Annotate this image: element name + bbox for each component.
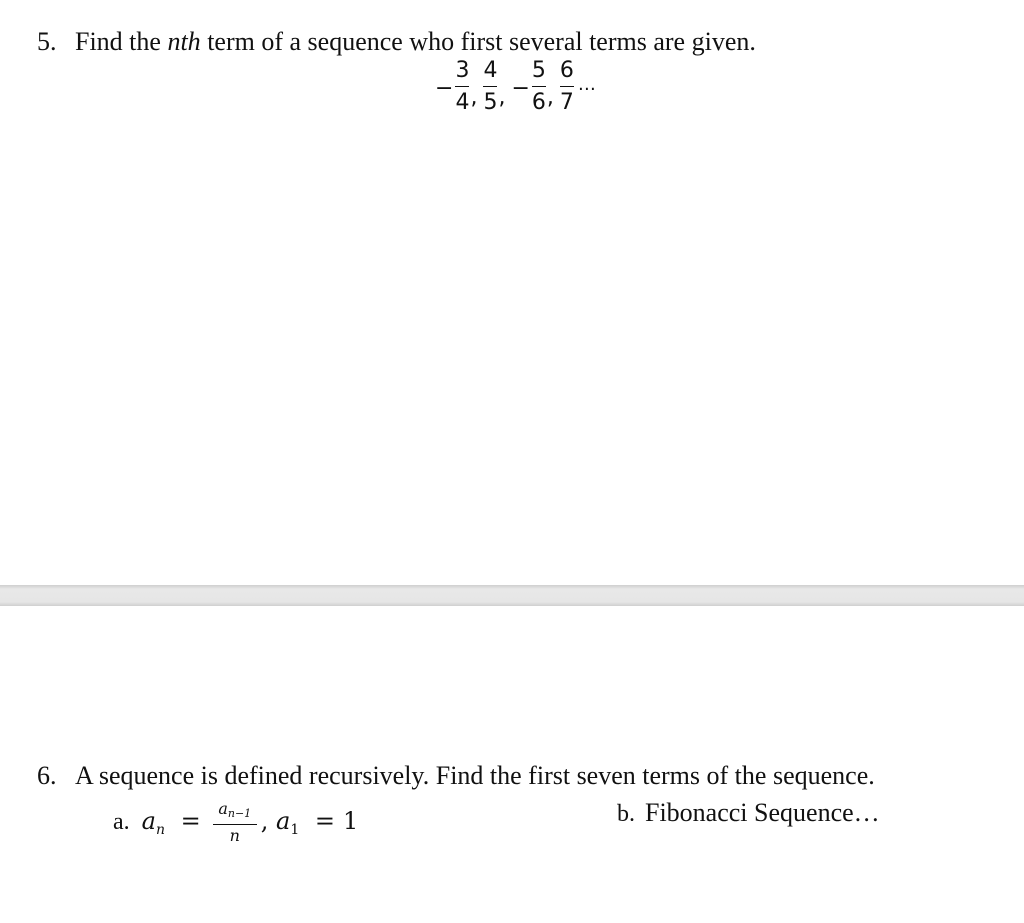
question-number: 6. <box>37 761 57 790</box>
fraction-bar <box>213 824 257 825</box>
formula-fraction <box>213 800 257 845</box>
term-numerator: 6 <box>559 58 574 83</box>
term-numerator: 5 <box>531 58 546 83</box>
question-number: 5. <box>37 27 57 56</box>
term-denominator: 7 <box>559 90 574 115</box>
initial-equals: = <box>314 807 336 835</box>
denominator-variable: n <box>229 826 240 845</box>
comma: , <box>260 807 269 835</box>
lhs-variable: a <box>141 807 156 835</box>
fraction-bar <box>483 86 497 87</box>
numerator-variable: a <box>218 799 228 818</box>
initial-subscript: 1 <box>290 822 300 838</box>
question-5 <box>37 27 756 57</box>
part-b-text: Fibonacci Sequence… <box>645 798 880 827</box>
fraction-bar <box>560 86 574 87</box>
question-text: A sequence is defined recursively. Find the first seven terms of the sequence. <box>75 761 875 790</box>
term-numerator: 4 <box>483 58 498 83</box>
fraction-bar <box>532 86 546 87</box>
question-text-after: term of a sequence who first several terms are given. <box>200 27 756 56</box>
initial-value: 1 <box>343 807 359 835</box>
term-fraction <box>532 58 546 116</box>
term-denominator: 5 <box>483 90 498 115</box>
term-denominator: 6 <box>531 90 546 115</box>
part-b-label: b. <box>617 801 635 827</box>
lhs-subscript: n <box>155 822 165 838</box>
initial-condition <box>261 807 359 838</box>
term-fraction <box>560 58 574 116</box>
term-denominator: 4 <box>455 90 470 115</box>
recursive-formula <box>142 807 209 838</box>
initial-variable: a <box>276 807 291 835</box>
term-fraction <box>455 58 469 116</box>
ellipsis: … <box>577 73 595 95</box>
fraction-bar <box>455 86 469 87</box>
term-separator: , <box>470 85 478 110</box>
part-a-label: a. <box>113 809 130 835</box>
term-separator: , <box>546 85 554 110</box>
term-sign: − <box>435 75 454 101</box>
page-separator <box>0 585 1024 606</box>
term-separator: , <box>498 85 506 110</box>
numerator-subscript: n−1 <box>227 807 252 820</box>
question-text-italic: nth <box>167 27 201 56</box>
part-a <box>113 800 358 845</box>
question-6 <box>37 761 875 791</box>
question-text-before: Find the <box>75 27 168 56</box>
sequence-terms <box>435 58 595 116</box>
part-b <box>617 798 880 828</box>
term-fraction <box>483 58 497 116</box>
equals-sign: = <box>180 807 201 835</box>
term-sign: − <box>511 75 530 101</box>
term-numerator: 3 <box>455 58 470 83</box>
